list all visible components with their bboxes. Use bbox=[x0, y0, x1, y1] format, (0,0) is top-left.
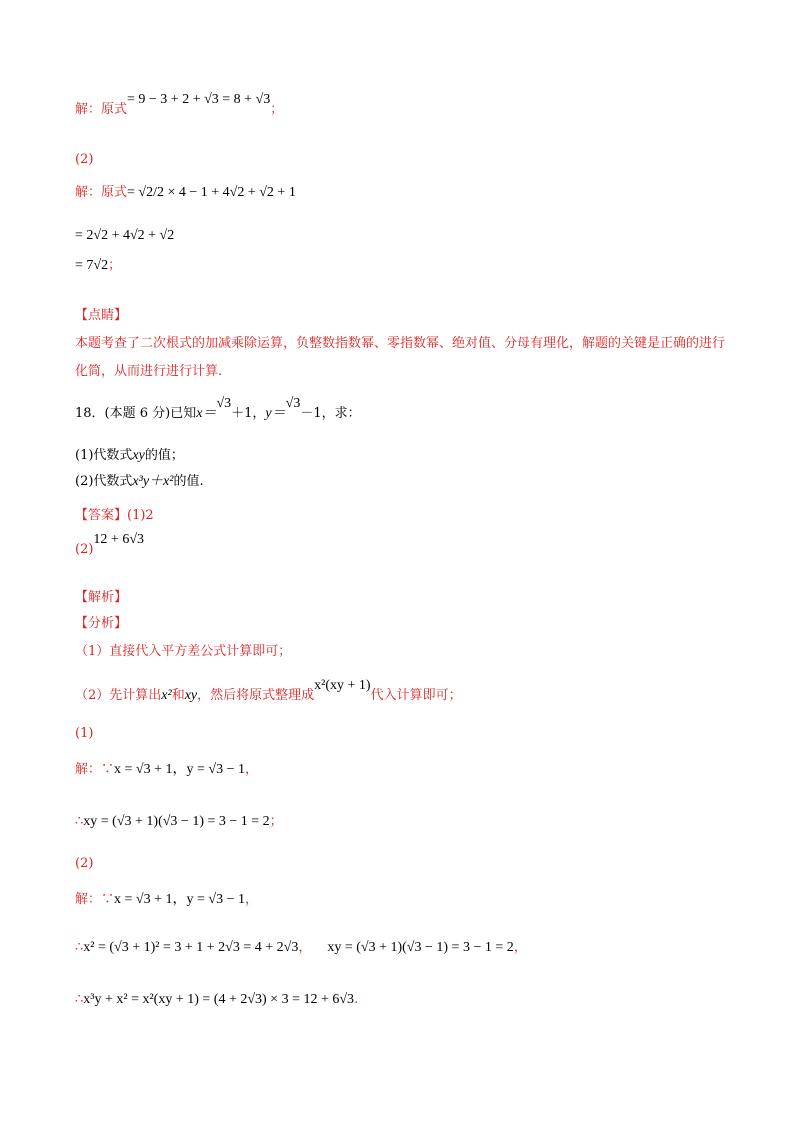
math-expression: x² = (√3 + 1)² = 3 + 1 + 2√3 = 4 + 2√3 bbox=[83, 940, 299, 955]
math-expression: x = √3 + 1，y = √3 − 1 bbox=[114, 892, 245, 907]
sol2-given bbox=[75, 890, 258, 910]
q17-part2-line2: = 2√2 + 4√2 + √2 bbox=[75, 228, 175, 243]
solution-label: 解： bbox=[75, 762, 102, 777]
sol2-final bbox=[75, 990, 358, 1010]
answer-2-number: (2) bbox=[75, 542, 94, 557]
math-expression: xy bbox=[132, 448, 145, 463]
punctuation: ， bbox=[513, 940, 527, 955]
q17-part2-line1 bbox=[75, 183, 296, 203]
text: ，然后将原式整理成 bbox=[197, 688, 315, 703]
q18-stem bbox=[75, 396, 361, 424]
answer-1: (1)2 bbox=[127, 508, 154, 523]
sqrt3-value: √3 bbox=[285, 396, 301, 411]
text: 和 bbox=[171, 688, 185, 703]
answer-heading: 【答案】 bbox=[75, 508, 128, 523]
therefore-symbol: ∴ bbox=[75, 814, 84, 829]
math-xy: xy bbox=[184, 688, 198, 703]
math-expression: xy = (√3 + 1)(√3 − 1) = 3 − 1 = 2 bbox=[83, 814, 270, 829]
variable-x: x＝ bbox=[196, 406, 217, 421]
punctuation: . bbox=[354, 992, 359, 1007]
math-expression: 12 + 6√3 bbox=[93, 532, 145, 547]
text: （2）先计算出 bbox=[75, 688, 162, 703]
solution-label: 解：原式 bbox=[75, 102, 128, 117]
stem-text: ＋1， bbox=[231, 406, 266, 421]
sol2-x2-xy bbox=[75, 938, 527, 958]
sub-question-label: (2)代数式 bbox=[75, 474, 133, 489]
q17-part1-line bbox=[75, 92, 284, 120]
fenxi-line-1: （1）直接代入平方差公式计算即可； bbox=[75, 644, 292, 659]
because-symbol: ∵ bbox=[101, 762, 115, 777]
sol1-calc bbox=[75, 812, 283, 832]
sqrt3-value: √3 bbox=[216, 396, 232, 411]
punctuation: ， bbox=[244, 762, 258, 777]
stem-text: －1，求： bbox=[300, 406, 361, 421]
math-expression: xy = (√3 + 1)(√3 − 1) = 3 − 1 = 2 bbox=[327, 940, 514, 955]
math-expression: x³y＋x² bbox=[132, 474, 174, 489]
sub-question-text: 的值. bbox=[173, 474, 204, 489]
comment-text: 本题考查了二次根式的加减乘除运算，负整数指数幂、零指数幂、绝对值、分母有理化，解题的关键是正确的进行化简，从而进行进行计算. bbox=[75, 336, 726, 379]
therefore-symbol: ∴ bbox=[75, 992, 84, 1007]
q18-sub2 bbox=[75, 472, 204, 492]
math-expression: x = √3 + 1，y = √3 − 1 bbox=[114, 762, 245, 777]
fenxi-heading: 【分析】 bbox=[75, 616, 128, 631]
comment-heading: 【点睛】 bbox=[75, 308, 128, 323]
q18-sub1 bbox=[75, 446, 184, 466]
math-x2: x² bbox=[161, 688, 172, 703]
math-expression: x³y + x² = x²(xy + 1) = (4 + 2√3) × 3 = 12 + 6√3 bbox=[83, 992, 355, 1007]
punctuation: ； bbox=[108, 258, 122, 273]
punctuation: ， bbox=[298, 940, 312, 955]
text: 代入计算即可； bbox=[370, 688, 462, 703]
punctuation: ， bbox=[244, 892, 258, 907]
math-expression: x²(xy + 1) bbox=[314, 678, 371, 693]
sol1-number: (1) bbox=[75, 726, 94, 741]
because-symbol: ∵ bbox=[101, 892, 115, 907]
fenxi-line-2 bbox=[75, 678, 462, 706]
analysis-heading: 【解析】 bbox=[75, 590, 128, 605]
math-expression: = 9 − 3 + 2 + √3 = 8 + √3 bbox=[127, 92, 271, 107]
sub-question-text: 的值； bbox=[144, 448, 184, 463]
math-expression: = √2/2 × 4 − 1 + 4√2 + √2 + 1 bbox=[127, 185, 296, 200]
punctuation: ； bbox=[269, 814, 283, 829]
punctuation: ； bbox=[270, 102, 284, 117]
q17-part2-number: (2) bbox=[75, 152, 94, 167]
solution-label: 解：原式 bbox=[75, 185, 128, 200]
solution-label: 解： bbox=[75, 892, 102, 907]
variable-y: y＝ bbox=[265, 406, 286, 421]
answer-2-line bbox=[75, 532, 145, 560]
sol1-given bbox=[75, 760, 258, 780]
question-number: 18．(本题 6 分)已知 bbox=[75, 406, 197, 421]
sub-question-label: (1)代数式 bbox=[75, 448, 133, 463]
math-expression: = 7√2 bbox=[75, 258, 109, 273]
sol2-number: (2) bbox=[75, 856, 94, 871]
q17-part2-line3 bbox=[75, 256, 121, 276]
answer-line bbox=[75, 506, 154, 526]
therefore-symbol: ∴ bbox=[75, 940, 84, 955]
